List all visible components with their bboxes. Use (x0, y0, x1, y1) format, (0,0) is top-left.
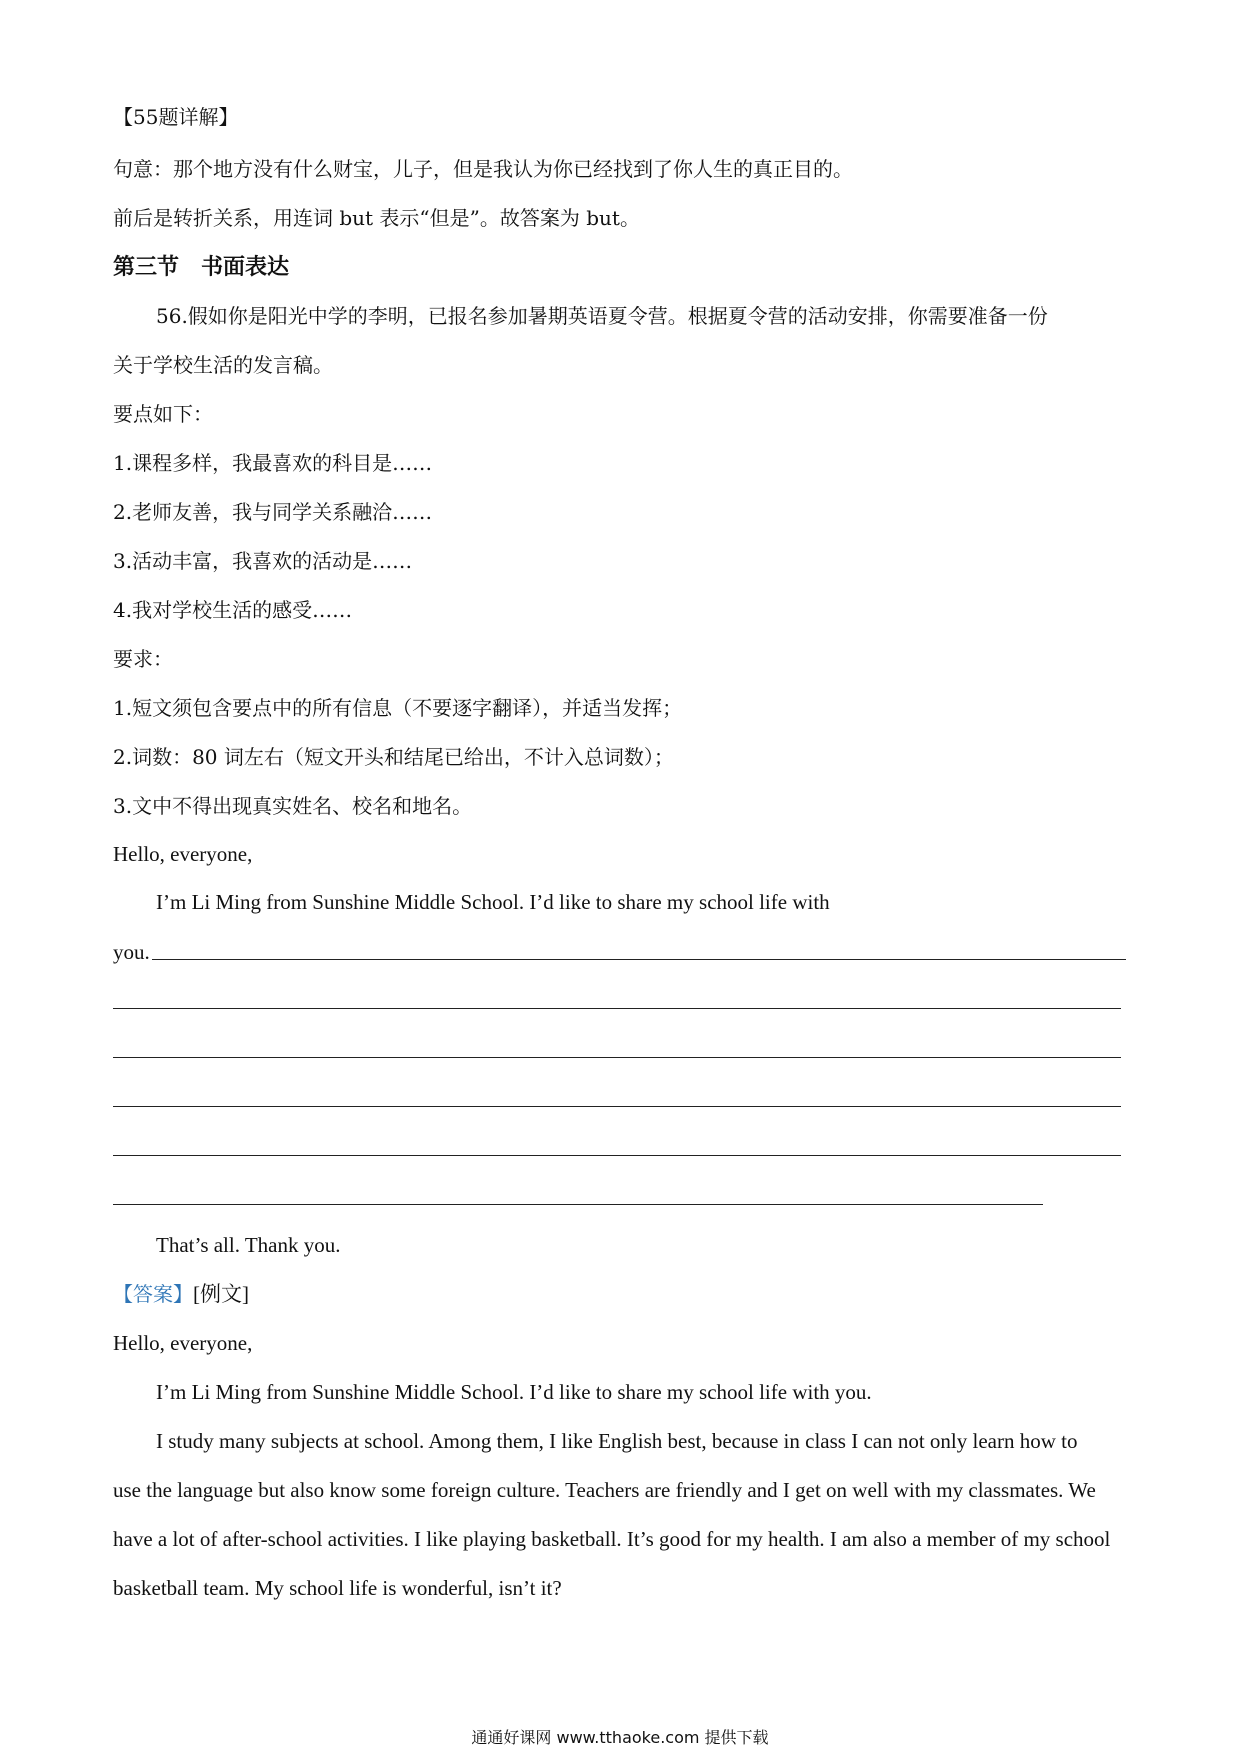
point-item: 4.我对学校生活的感受…… (113, 598, 353, 622)
template-greeting: Hello, everyone, (113, 842, 253, 866)
analysis-meaning: 句意：那个地方没有什么财宝，儿子，但是我认为你已经找到了你人生的真正目的。 (113, 157, 853, 181)
answer-blank-line[interactable] (113, 1204, 1043, 1205)
section-title: 第三节 书面表达 (113, 254, 290, 280)
answer-blank-line[interactable] (113, 1106, 1121, 1107)
analysis-heading: 【55题详解】 (113, 105, 239, 129)
answer-intro: I’m Li Ming from Sunshine Middle School. I’d like to share my school life with you. (156, 1380, 872, 1404)
template-you: you. (113, 940, 150, 964)
answer-tag: [例文] (193, 1282, 249, 1306)
requirement-item: 1.短文须包含要点中的所有信息（不要逐字翻译），并适当发挥； (113, 696, 683, 720)
answer-label: 【答案】 (113, 1282, 193, 1306)
point-item: 2.老师友善，我与同学关系融洽…… (113, 500, 433, 524)
point-item: 1.课程多样，我最喜欢的科目是…… (113, 451, 433, 475)
template-closing: That’s all. Thank you. (156, 1233, 341, 1257)
question-text-line-1: 56.假如你是阳光中学的李明，已报名参加暑期英语夏令营。根据夏令营的活动安排，你需要准备一份 (156, 304, 1048, 328)
requirement-item: 2.词数：80 词左右（短文开头和结尾已给出，不计入总词数）； (113, 745, 674, 769)
answer-body-line: have a lot of after-school activities. I like playing basketball. It’s good for my health. I am also a member of my school (113, 1527, 1111, 1551)
answer-body-line: use the language but also know some foreign culture. Teachers are friendly and I get on well with my classmates. We (113, 1478, 1096, 1502)
answer-greeting: Hello, everyone, (113, 1331, 253, 1355)
page-footer: 通通好课网 www.tthaoke.com 提供下载 (471, 1728, 769, 1747)
answer-blank-line[interactable] (113, 1008, 1121, 1009)
template-intro: I’m Li Ming from Sunshine Middle School. I’d like to share my school life with (156, 890, 830, 914)
answer-body-line: I study many subjects at school. Among them, I like English best, because in class I can not only learn how to (156, 1429, 1078, 1453)
answer-heading (113, 1281, 249, 1307)
answer-blank-line[interactable] (113, 1057, 1121, 1058)
answer-body-line: basketball team. My school life is wonderful, isn’t it? (113, 1576, 562, 1600)
requirements-label: 要求： (113, 647, 173, 671)
answer-blank-line[interactable] (113, 1155, 1121, 1156)
question-text-line-2: 关于学校生活的发言稿。 (113, 353, 333, 377)
requirement-item: 3.文中不得出现真实姓名、校名和地名。 (113, 794, 473, 818)
answer-blank-line[interactable] (152, 959, 1126, 960)
points-label: 要点如下： (113, 402, 213, 426)
analysis-explain: 前后是转折关系，用连词 but 表示“但是”。故答案为 but。 (113, 206, 640, 230)
point-item: 3.活动丰富，我喜欢的活动是…… (113, 549, 413, 573)
